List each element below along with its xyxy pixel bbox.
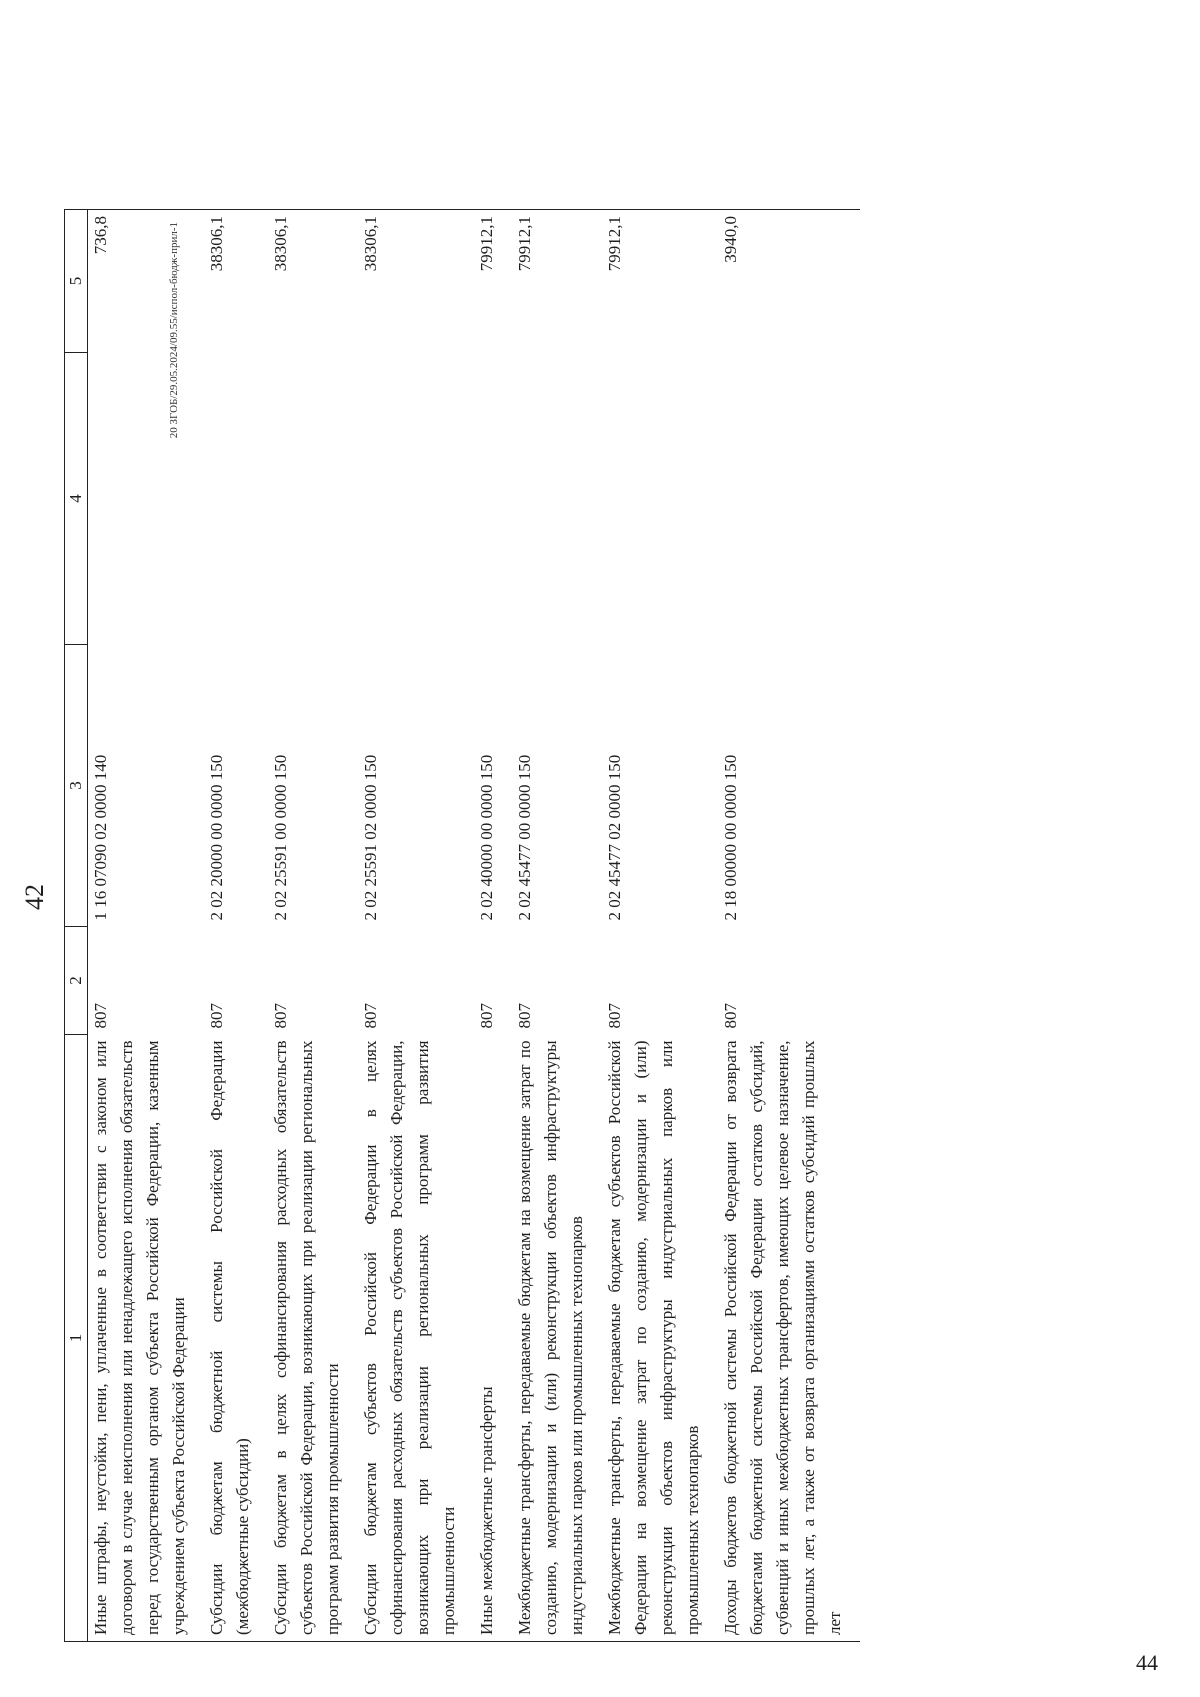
row-admin-code: 807: [477, 1003, 496, 1029]
row-description: Иные межбюджетные трансферты: [477, 1386, 496, 1635]
row-kbk-code: 2 18 00000 00 0000 150: [721, 754, 740, 921]
row-kbk-code: 2 02 40000 00 0000 150: [477, 754, 496, 921]
row-amount: 79912,1: [605, 216, 624, 272]
table-row: [512, 210, 602, 1642]
row-description: Иные штрафы, неустойки, пени, уплаченные в соответствии с законом или договором в случае неисполнения или ненадлежащего исполнения обязательств перед государственным органом субъекта Российской Федерации, казенным учреждением субъекта Российской Федерации: [91, 1040, 188, 1635]
row-admin-code: 807: [515, 1003, 534, 1029]
table-row: [602, 210, 718, 1642]
row-kbk-code: 2 02 45477 00 0000 150: [515, 754, 534, 921]
row-amount: 38306,1: [207, 216, 226, 272]
row-kbk-code: 2 02 45477 02 0000 150: [605, 754, 624, 921]
row-description: Субсидии бюджетам субъектов Российской Федерации в целях софинансирования расходных обязательств субъектов Российской Федерации, возникающих при реализации региональных программ развития промышленности: [361, 1040, 458, 1635]
row-amount: 38306,1: [361, 216, 380, 272]
row-description: Субсидии бюджетам в целях софинансирования расходных обязательств субъектов Российской Федерации, возникающих при реализации региональных программ развития промышленности: [271, 1040, 342, 1635]
row-kbk-code: 2 02 25591 02 0000 150: [361, 754, 380, 921]
row-amount: 79912,1: [477, 216, 496, 272]
row-description: Доходы бюджетов бюджетной системы Российской Федерации от возврата бюджетами бюджетной системы Российской Федерации остатков субсидий, субвенций и иных межбюджетных трансфертов, имеющих целевое назначение, прошлых лет, а также от возврата организациями остатков субсидий прошлых лет: [721, 1040, 844, 1635]
row-description: Субсидии бюджетам бюджетной системы Российской Федерации (межбюджетные субсидии): [207, 1040, 252, 1635]
table-row: [358, 210, 474, 1642]
row-admin-code: 807: [91, 1003, 110, 1029]
column-header: 5: [65, 210, 88, 353]
column-header: 2: [65, 927, 88, 1035]
row-admin-code: 807: [207, 1003, 226, 1029]
budget-table: [64, 209, 860, 1642]
row-admin-code: 807: [361, 1003, 380, 1029]
table-row: [268, 210, 358, 1642]
row-kbk-code: 1 16 07090 02 0000 140: [91, 754, 110, 921]
table-row: [204, 210, 268, 1642]
row-amount: 736,8: [91, 216, 110, 255]
row-admin-code: 807: [271, 1003, 290, 1029]
row-admin-code: 807: [721, 1003, 740, 1029]
table-header: [65, 210, 88, 1642]
row-amount: 3940,0: [721, 216, 740, 263]
row-kbk-code: 2 02 20000 00 0000 150: [207, 754, 226, 921]
row-admin-code: 807: [605, 1003, 624, 1029]
table-row: [88, 210, 205, 1642]
row-description: Межбюджетные трансферты, передаваемые бюджетам на возмещение затрат по созданию, модернизации и (или) реконструкции объектов инфраструктуры индустриальных парков или промышленных технопарков: [515, 1040, 586, 1635]
page-number: 42: [20, 884, 49, 910]
column-header: 1: [65, 1035, 88, 1642]
table-row: [718, 210, 860, 1642]
table-row: [474, 210, 512, 1642]
row-amount: 79912,1: [515, 216, 534, 272]
rotated-page: [0, 197, 1200, 1697]
row-kbk-code: 2 02 25591 00 0000 150: [271, 754, 290, 921]
sheet-number: 44: [1136, 1650, 1158, 1675]
column-header: 4: [65, 353, 88, 645]
row-description: Межбюджетные трансферты, передаваемые бюджетам субъектов Российской Федерации на возмещение затрат по созданию, модернизации и (или) реконструкции объектов инфраструктуры индустриальных парков или промышленных технопарков: [605, 1040, 702, 1635]
column-header: 3: [65, 645, 88, 927]
document-code: 20 ЗГОБ/29.05.2024/09.55/испол-бюдж-прил-1: [168, 222, 180, 439]
row-amount: 38306,1: [271, 216, 290, 272]
